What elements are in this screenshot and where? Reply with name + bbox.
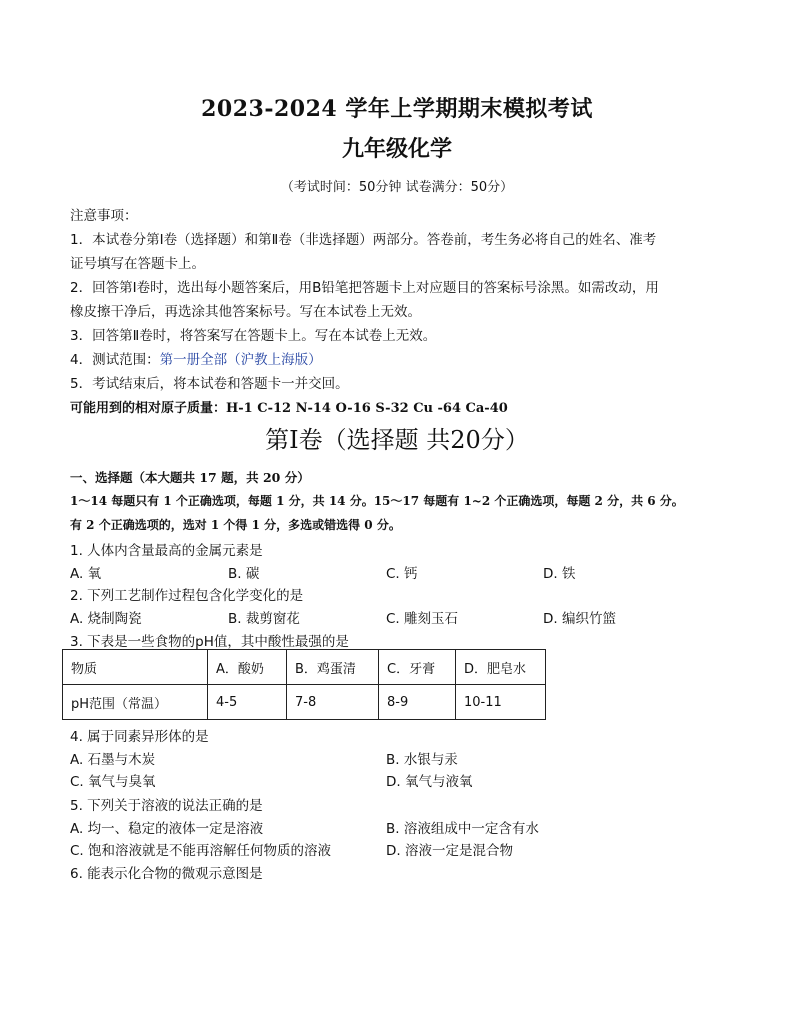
q4-option-b: B. 水银与汞 <box>386 752 458 768</box>
q5-option-d: D. 溶液一定是混合物 <box>386 843 513 859</box>
note-2-line-2: 橡皮擦干净后，再选涂其他答案标号。写在本试卷上无效。 <box>70 304 421 320</box>
q5-option-b: B. 溶液组成中一定含有水 <box>386 821 539 837</box>
note-4-prefix: 4．测试范围： <box>70 352 160 368</box>
rule-line-2: 有 2 个正确选项的，选对 1 个得 1 分，多选或错选得 0 分。 <box>70 518 401 532</box>
ph-data-cell: 4-5 <box>208 685 287 720</box>
ph-data-cell: 7-8 <box>287 685 379 720</box>
note-3: 3．回答第Ⅱ卷时，将答案写在答题卡上。写在本试卷上无效。 <box>70 328 437 344</box>
ph-header-cell: C．牙膏 <box>379 650 456 685</box>
note-2-line-1: 2．回答第Ⅰ卷时，选出每小题答案后，用B铅笔把答题卡上对应题目的答案标号涂黑。如需改动，用 <box>70 280 659 296</box>
question-3-stem: 3. 下表是一些食物的pH值，其中酸性最强的是 <box>70 634 349 650</box>
q1-option-b: B. 碳 <box>228 566 260 582</box>
q5-option-c: C. 饱和溶液就是不能再溶解任何物质的溶液 <box>70 843 332 859</box>
ph-header-cell: B．鸡蛋清 <box>287 650 379 685</box>
q4-option-c: C. 氧气与臭氧 <box>70 774 156 790</box>
ph-table-data-row <box>63 685 546 720</box>
q5-option-a: A. 均一、稳定的液体一定是溶液 <box>70 821 264 837</box>
notes-heading: 注意事项： <box>70 208 138 224</box>
q2-option-d: D. 编织竹篮 <box>543 611 616 627</box>
q4-option-a: A. 石墨与木炭 <box>70 752 156 768</box>
question-5-stem: 5. 下列关于溶液的说法正确的是 <box>70 798 263 814</box>
exam-info: （考试时间：50分钟 试卷满分：50分） <box>280 180 514 195</box>
q2-option-a: A. 烧制陶瓷 <box>70 611 142 627</box>
question-1-stem: 1. 人体内含量最高的金属元素是 <box>70 543 263 559</box>
q2-option-b: B. 裁剪窗花 <box>228 611 300 627</box>
note-1-line-1: 1．本试卷分第Ⅰ卷（选择题）和第Ⅱ卷（非选择题）两部分。答卷前，考生务必将自己的姓名、准考 <box>70 232 657 248</box>
question-4-stem: 4. 属于同素异形体的是 <box>70 729 209 745</box>
exam-title: 2023-2024 学年上学期期末模拟考试 <box>201 96 593 122</box>
rule-line-1: 1～14 每题只有 1 个正确选项，每题 1 分，共 14 分。15～17 每题有 1~2 个正确选项，每题 2 分，共 6 分。 <box>70 494 684 508</box>
question-2-stem: 2. 下列工艺制作过程包含化学变化的是 <box>70 588 304 604</box>
section-title: 第Ⅰ卷（选择题 共20分） <box>265 426 529 454</box>
question-6-stem: 6. 能表示化合物的微观示意图是 <box>70 866 263 882</box>
ph-data-cell: pH范围（常温） <box>63 685 208 720</box>
ph-data-cell: 10-11 <box>456 685 546 720</box>
q1-option-a: A. 氧 <box>70 566 102 582</box>
ph-table <box>62 649 546 720</box>
exam-subject: 九年级化学 <box>341 136 452 162</box>
note-5: 5．考试结束后，将本试卷和答题卡一并交回。 <box>70 376 349 392</box>
note-1-line-2: 证号填写在答题卡上。 <box>70 256 205 272</box>
part-heading: 一、选择题（本大题共 17 题，共 20 分） <box>70 470 310 485</box>
q2-option-c: C. 雕刻玉石 <box>386 611 459 627</box>
ph-data-cell: 8-9 <box>379 685 456 720</box>
ph-header-cell: A．酸奶 <box>208 650 287 685</box>
q4-option-d: D. 氧气与液氧 <box>386 774 473 790</box>
note-4 <box>70 348 322 368</box>
q1-option-c: C. 钙 <box>386 566 418 582</box>
ph-header-cell: D．肥皂水 <box>456 650 546 685</box>
note-4-scope: 第一册全部（沪教上海版） <box>159 352 322 368</box>
atomic-mass-line: 可能用到的相对原子质量：H-1 C-12 N-14 O-16 S-32 Cu -64 Ca-40 <box>70 401 508 416</box>
ph-header-cell: 物质 <box>63 650 208 685</box>
q1-option-d: D. 铁 <box>543 566 576 582</box>
ph-table-header-row <box>63 650 546 685</box>
